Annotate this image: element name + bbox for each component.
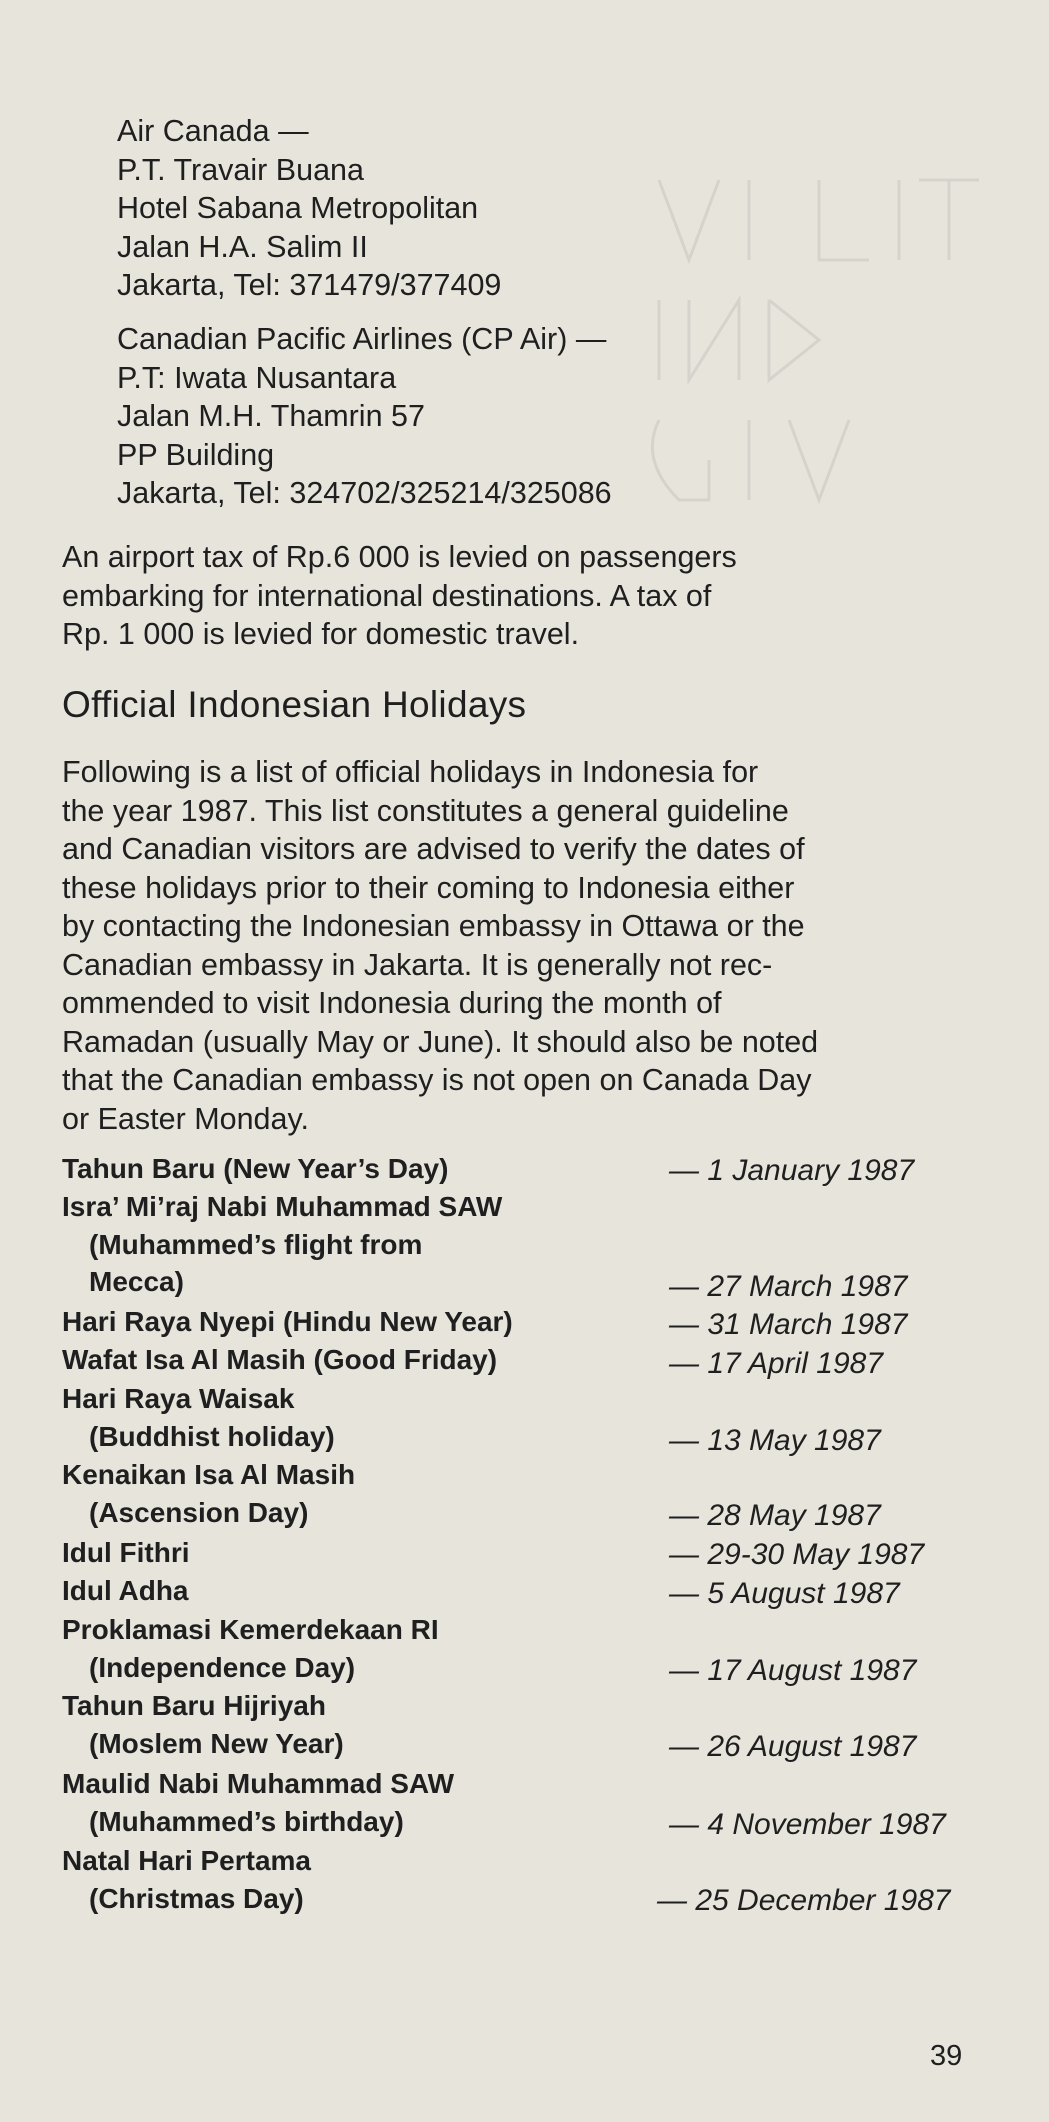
paragraph-line: embarking for international destinations. A tax of <box>62 578 712 613</box>
holiday-name-line: Wafat Isa Al Masih (Good Friday) <box>62 1344 498 1375</box>
paragraph-line: Canadian embassy in Jakarta. It is generally not rec- <box>62 947 773 982</box>
address-line: P.T: Iwata Nusantara <box>117 360 397 395</box>
holiday-name <box>62 1341 497 1379</box>
holidays-intro-paragraph <box>62 753 1002 1138</box>
holiday-date: — 26 August 1987 <box>669 1730 917 1763</box>
holiday-name-line: Mecca) <box>89 1266 184 1297</box>
holiday-date: — 31 March 1987 <box>669 1308 908 1341</box>
holiday-date: — 13 May 1987 <box>669 1424 881 1457</box>
address-line: PP Building <box>117 437 275 472</box>
address-line: Canadian Pacific Airlines (CP Air) — <box>117 322 607 356</box>
holiday-name-line: Tahun Baru (New Year’s Day) <box>62 1153 449 1184</box>
holiday-date: — 28 May 1987 <box>669 1499 881 1532</box>
holiday-date: — 25 December 1987 <box>657 1884 951 1917</box>
holiday-name <box>62 1534 190 1572</box>
holiday-name <box>62 1687 344 1762</box>
holiday-name <box>62 1842 311 1917</box>
address-line: Jakarta, Tel: 324702/325214/325086 <box>117 476 612 510</box>
airport-tax-paragraph <box>62 538 1002 654</box>
paragraph-line: and Canadian visitors are advised to verify the dates of <box>62 832 805 866</box>
address-line: Air Canada — <box>117 114 309 148</box>
holiday-name <box>62 1380 335 1455</box>
holiday-name <box>62 1456 355 1531</box>
holiday-date: — 5 August 1987 <box>669 1577 900 1610</box>
holiday-name <box>62 1303 513 1341</box>
holiday-name-line: Idul Fithri <box>62 1537 190 1568</box>
air-canada-address <box>117 112 501 305</box>
holiday-name-line: Natal Hari Pertama <box>62 1845 312 1876</box>
address-line: Jalan H.A. Salim II <box>117 229 368 264</box>
holiday-name-line: Isra’ Mi’raj Nabi Muhammad SAW <box>62 1191 503 1222</box>
holiday-name <box>62 1572 189 1610</box>
holiday-name-line: Hari Raya Nyepi (Hindu New Year) <box>62 1306 513 1337</box>
holiday-name-line: Maulid Nabi Muhammad SAW <box>62 1768 455 1799</box>
paragraph-line: Rp. 1 000 is levied for domestic travel. <box>62 617 580 651</box>
paragraph-line: the year 1987. This list constitutes a general guideline <box>62 793 789 828</box>
paragraph-line: An airport tax of Rp.6 000 is levied on passengers <box>62 540 737 574</box>
paragraph-line: or Easter Monday. <box>62 1101 309 1136</box>
section-heading: Official Indonesian Holidays <box>62 684 527 725</box>
address-line: Jakarta, Tel: 371479/377409 <box>117 268 502 302</box>
address-line: Jalan M.H. Thamrin 57 <box>117 399 425 433</box>
paragraph-line: ommended to visit Indonesia during the month of <box>62 986 722 1020</box>
holiday-name-line: (Moslem New Year) <box>89 1727 344 1759</box>
address-line: P.T. Travair Buana <box>117 152 364 187</box>
paragraph-line: Following is a list of official holidays in Indonesia for <box>62 755 759 789</box>
holiday-date: — 17 August 1987 <box>669 1654 917 1687</box>
holiday-name <box>62 1188 502 1301</box>
holiday-date: — 1 January 1987 <box>669 1154 915 1187</box>
paragraph-line: by contacting the Indonesian embassy in Ottawa or the <box>62 909 805 943</box>
holiday-name <box>62 1611 439 1686</box>
holiday-date: — 4 November 1987 <box>669 1808 946 1841</box>
holiday-date: — 27 March 1987 <box>669 1270 908 1303</box>
holiday-name-line: Tahun Baru Hijriyah <box>62 1690 326 1721</box>
cp-air-address <box>117 320 612 513</box>
holiday-name-line: (Christmas Day) <box>89 1882 304 1914</box>
holiday-name-line: (Independence Day) <box>89 1651 356 1683</box>
holiday-name-line: Hari Raya Waisak <box>62 1383 295 1414</box>
holiday-name-line: (Muhammed’s flight from <box>89 1228 423 1260</box>
paragraph-line: that the Canadian embassy is not open on Canada Day <box>62 1063 812 1097</box>
holiday-name-line: (Ascension Day) <box>89 1496 309 1528</box>
holiday-name <box>62 1150 448 1188</box>
page-number: 39 <box>930 2040 963 2072</box>
holiday-date: — 29-30 May 1987 <box>669 1538 925 1571</box>
holiday-name-line: (Muhammed’s birthday) <box>89 1805 404 1837</box>
paragraph-line: Ramadan (usually May or June). It should also be noted <box>62 1024 819 1059</box>
holiday-name <box>62 1765 454 1840</box>
holiday-date: — 17 April 1987 <box>669 1347 884 1380</box>
holiday-name-line: Proklamasi Kemerdekaan RI <box>62 1614 439 1645</box>
holiday-name-line: Idul Adha <box>62 1575 189 1606</box>
paragraph-line: these holidays prior to their coming to Indonesia either <box>62 870 795 905</box>
show-through-background <box>619 140 1039 560</box>
holiday-name-line: (Buddhist holiday) <box>89 1420 335 1452</box>
address-line: Hotel Sabana Metropolitan <box>117 191 479 225</box>
holiday-name-line: Kenaikan Isa Al Masih <box>62 1459 356 1490</box>
